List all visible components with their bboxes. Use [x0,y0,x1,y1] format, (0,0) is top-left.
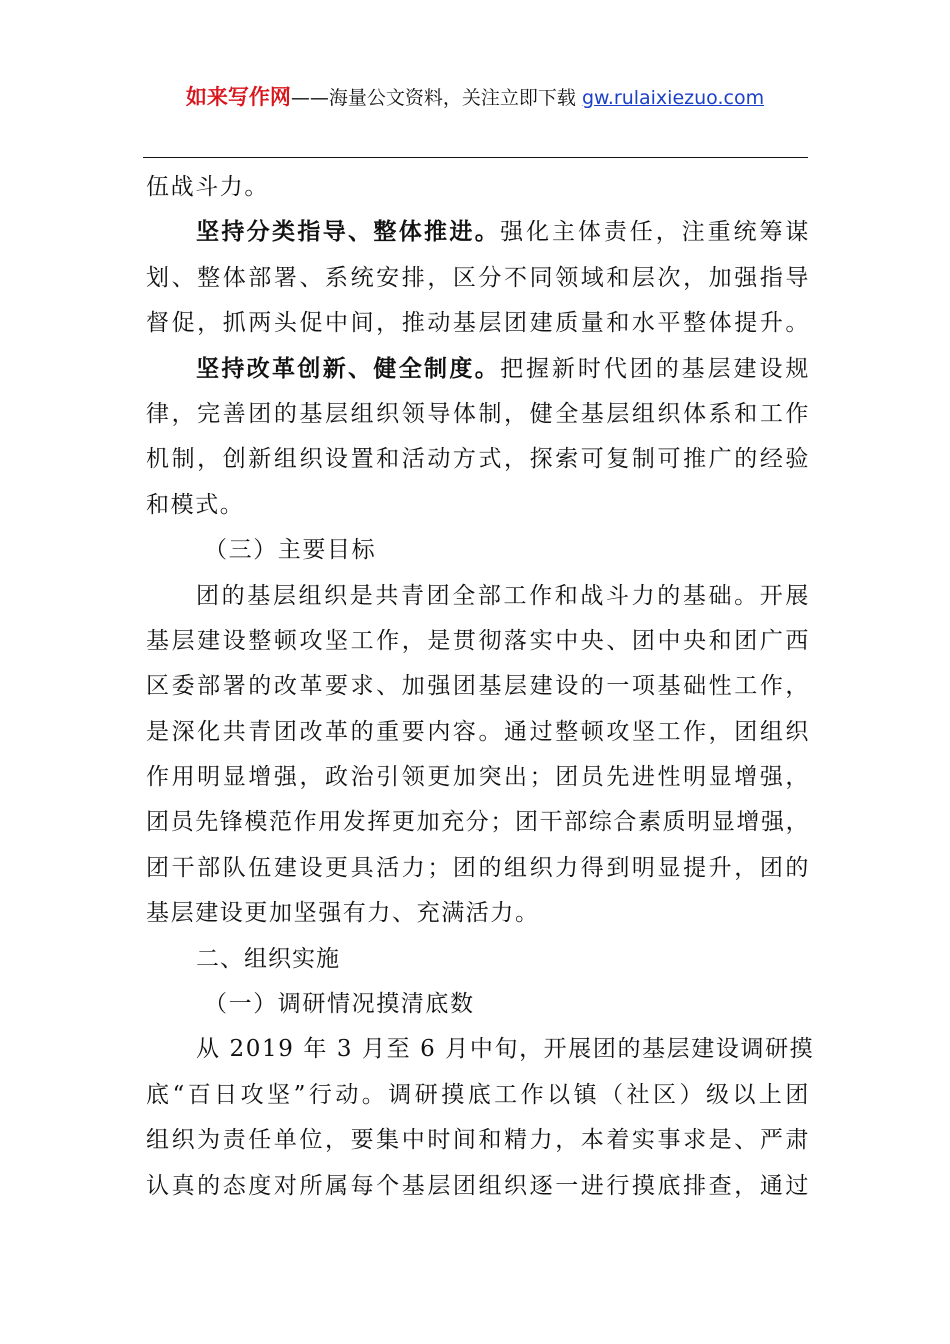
paragraph-line [146,210,810,255]
paragraph-line: 机制，创新组织设置和活动方式，探索可复制可推广的经验 [146,446,810,473]
paragraph-line: 伍战斗力。 [146,174,269,200]
paragraph-line [146,347,810,392]
paragraph-line: 是深化共青团改革的重要内容。通过整顿攻坚工作，团组织 [146,718,810,745]
paragraph-line: 从 2019 年 3 月至 6 月中旬，开展团的基层建设调研摸 [196,1036,815,1063]
document-body [146,165,815,1209]
paragraph-line: 基层建设更加坚强有力、充满活力。 [146,900,540,927]
bold-lead-phrase: 坚持改革创新、健全制度。 [196,355,501,382]
paragraph-line: 律，完善团的基层组织领导体制，健全基层组织体系和工作 [146,400,810,427]
brand-name: 如来写作网 [185,85,291,109]
section-subheading: （三）主要目标 [204,537,377,564]
paragraph-line: 团干部队伍建设更具活力；团的组织力得到明显提升，团的 [146,854,810,881]
paragraph-line: 团员先锋模范作用发挥更加充分；团干部综合素质明显增强， [146,809,811,836]
header-tagline: 海量公文资料，关注立即下载 [328,87,576,109]
header-divider [143,157,808,158]
section-heading: 二、组织实施 [196,945,340,972]
paragraph-line: 区委部署的改革要求、加强团基层建设的一项基础性工作， [146,673,810,700]
paragraph-line: 认真的态度对所属每个基层团组织逐一进行摸底排查，通过 [146,1172,810,1199]
section-subheading: （一）调研情况摸清底数 [204,991,475,1018]
bold-lead-phrase: 坚持分类指导、整体推进。 [196,219,501,246]
header-separator: —— [290,87,329,109]
paragraph-line: 和模式。 [146,491,245,518]
paragraph-line: 划、整体部署、系统安排，区分不同领域和层次，加强指导 [146,264,810,291]
paragraph-line: 督促，抓两头促中间，推动基层团建质量和水平整体提升。 [146,310,810,337]
paragraph-line: 底“百日攻坚”行动。调研摸底工作以镇（社区）级以上团 [146,1081,810,1108]
line-text: 把握新时代团的基层建设规 [500,355,811,382]
paragraph-line: 基层建设整顿攻坚工作，是贯彻落实中央、团中央和团广西 [146,627,810,654]
site-link[interactable]: gw.rulaixiezuo.com [581,87,765,109]
paragraph-line: 作用明显增强，政治引领更加突出；团员先进性明显增强， [146,764,810,791]
line-text: 强化主体责任，注重统筹谋 [500,219,811,246]
paragraph-line: 组织为责任单位，要集中时间和精力，本着实事求是、严肃 [146,1127,810,1154]
watermark-header [0,82,950,113]
paragraph-line: 团的基层组织是共青团全部工作和战斗力的基础。开展 [196,582,810,609]
